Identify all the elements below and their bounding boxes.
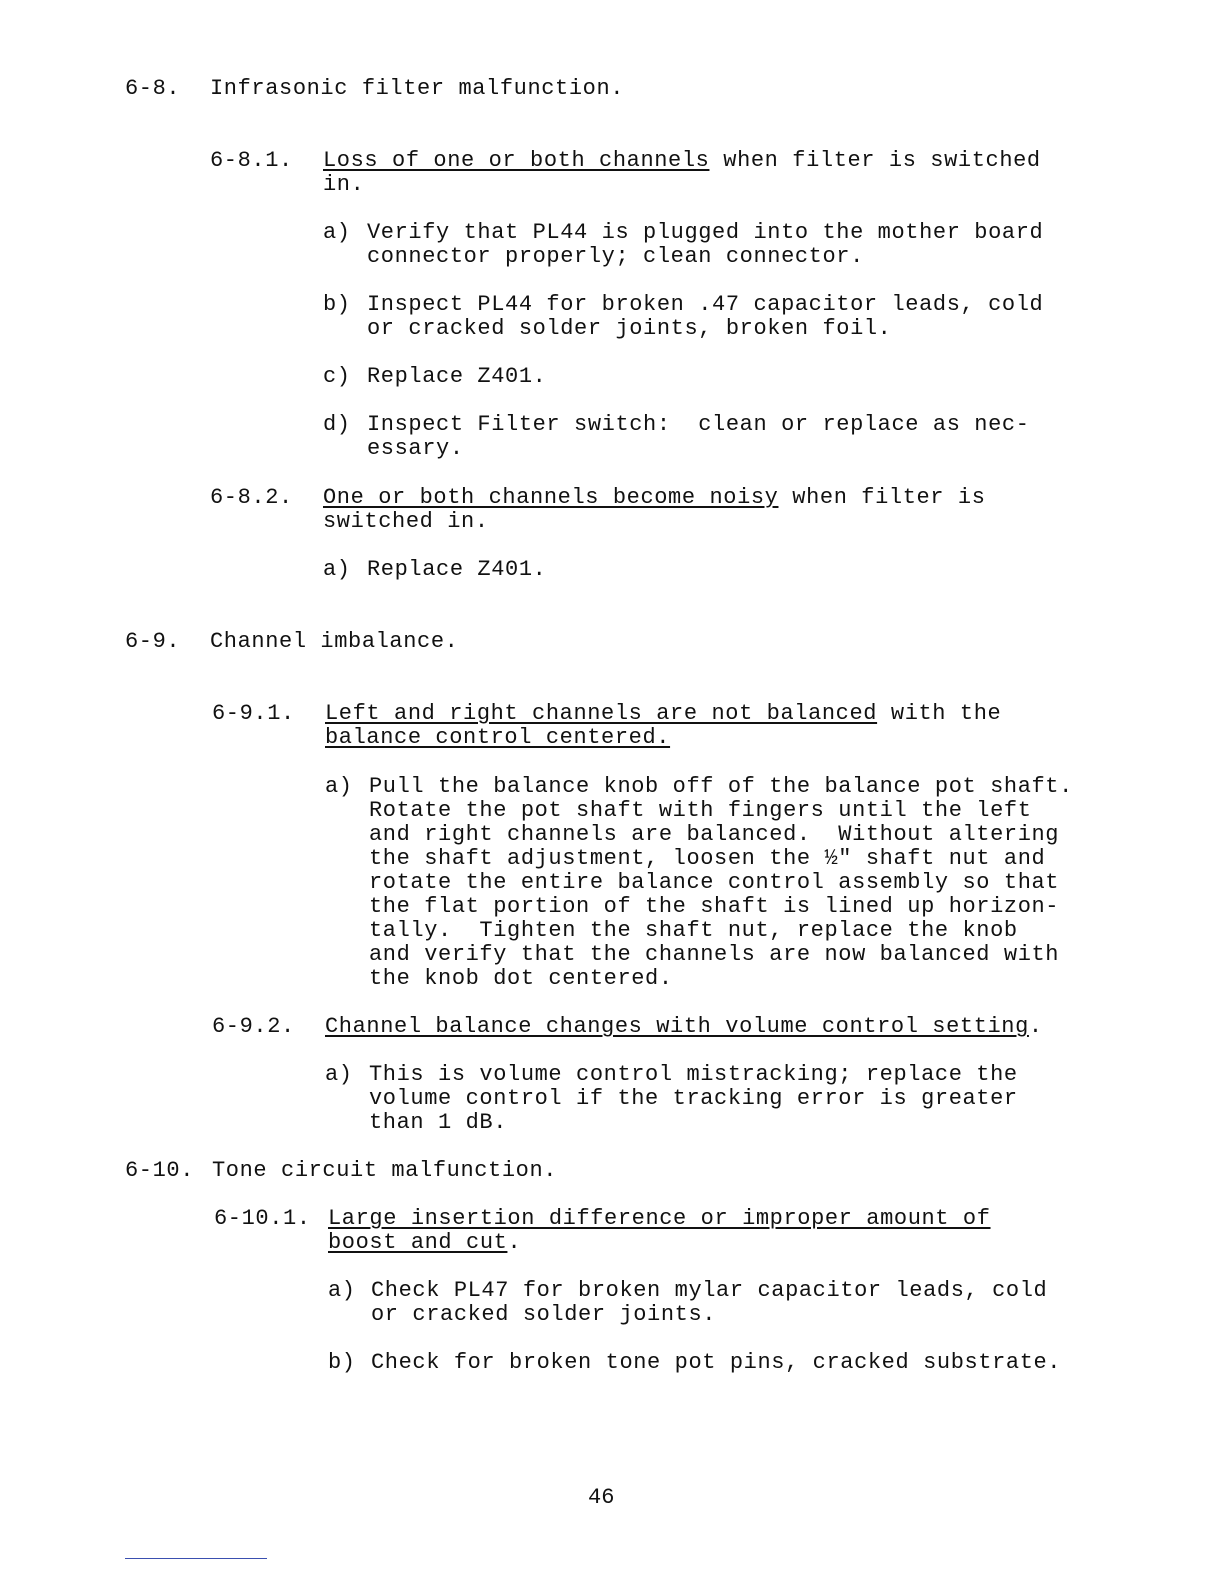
item-letter: b): [323, 292, 351, 317]
subsection-heading-underlined: One or both channels become noisy: [323, 485, 779, 510]
item-text: Inspect Filter switch: clean or replace as nec-: [367, 412, 1030, 437]
item-letter: a): [323, 557, 351, 582]
item-letter: a): [325, 774, 353, 799]
subsection-heading-rest: when filter is switched: [709, 148, 1041, 173]
item-text: Replace Z401.: [367, 557, 547, 582]
subsection-heading: [323, 149, 1041, 173]
subsection-number: 6-8.1.: [210, 148, 293, 173]
item-letter: d): [323, 412, 351, 437]
subsection-number: 6-10.1.: [214, 1206, 311, 1231]
subsection-heading-line2: boost and cut.: [328, 1230, 522, 1255]
item-text: Check for broken tone pot pins, cracked substrate.: [371, 1350, 1062, 1375]
subsection-heading-underlined: Loss of one or both channels: [323, 148, 710, 173]
item-text: Rotate the pot shaft with fingers until the left: [369, 798, 1032, 823]
subsection-heading-underlined: Left and right channels are not balanced: [325, 701, 878, 726]
page-number: 46: [588, 1485, 615, 1510]
subsection-number: 6-9.2.: [212, 1014, 295, 1039]
subsection-heading-underlined: Large insertion difference or improper amount of: [328, 1206, 991, 1231]
section-number: 6-8.: [125, 76, 181, 101]
item-text: Verify that PL44 is plugged into the mother board: [367, 220, 1044, 245]
subsection-heading-rest: with the: [877, 701, 1002, 726]
section-title: Channel imbalance.: [210, 629, 459, 654]
subsection-heading-rest: .: [1028, 1014, 1043, 1039]
subsection-heading-line2: in.: [323, 172, 365, 197]
item-text: the knob dot centered.: [369, 966, 673, 991]
section-title: Tone circuit malfunction.: [212, 1158, 558, 1183]
section-title: Infrasonic filter malfunction.: [210, 76, 625, 101]
footnote-rule: [125, 1558, 267, 1559]
subsection-number: 6-9.1.: [212, 701, 295, 726]
item-text: or cracked solder joints.: [371, 1302, 717, 1327]
item-text: Inspect PL44 for broken .47 capacitor leads, cold: [367, 292, 1044, 317]
item-text: Check PL47 for broken mylar capacitor leads, cold: [371, 1278, 1048, 1303]
item-letter: c): [323, 364, 351, 389]
item-text: or cracked solder joints, broken foil.: [367, 316, 892, 341]
subsection-heading: [323, 486, 986, 510]
item-text: tally. Tighten the shaft nut, replace the knob: [369, 918, 1018, 943]
item-text: than 1 dB.: [369, 1110, 508, 1135]
subsection-heading-rest: when filter is: [778, 485, 986, 510]
section-number: 6-9.: [125, 629, 181, 654]
item-text: the shaft adjustment, loosen the ½" shaft nut and: [369, 846, 1046, 871]
item-letter: b): [328, 1350, 356, 1375]
subsection-heading-underlined: Channel balance changes with volume control setting: [325, 1014, 1029, 1039]
item-text: and verify that the channels are now balanced with: [369, 942, 1060, 967]
item-text: volume control if the tracking error is greater: [369, 1086, 1018, 1111]
item-text: the flat portion of the shaft is lined up horizon-: [369, 894, 1060, 919]
subsection-number: 6-8.2.: [210, 485, 293, 510]
subsection-heading-line2: balance control centered.: [325, 725, 671, 750]
subsection-heading: [328, 1207, 991, 1231]
item-letter: a): [323, 220, 351, 245]
item-text: connector properly; clean connector.: [367, 244, 864, 269]
item-text: Replace Z401.: [367, 364, 547, 389]
section-number: 6-10.: [125, 1158, 195, 1183]
subsection-heading: [325, 1015, 1043, 1039]
subsection-heading: [325, 702, 1001, 726]
item-text: Pull the balance knob off of the balance pot shaft.: [369, 774, 1073, 799]
item-text: and right channels are balanced. Without altering: [369, 822, 1060, 847]
item-text: rotate the entire balance control assembly so that: [369, 870, 1060, 895]
item-letter: a): [325, 1062, 353, 1087]
item-text: essary.: [367, 436, 464, 461]
item-text: This is volume control mistracking; replace the: [369, 1062, 1018, 1087]
item-letter: a): [328, 1278, 356, 1303]
subsection-heading-line2: switched in.: [323, 509, 489, 534]
